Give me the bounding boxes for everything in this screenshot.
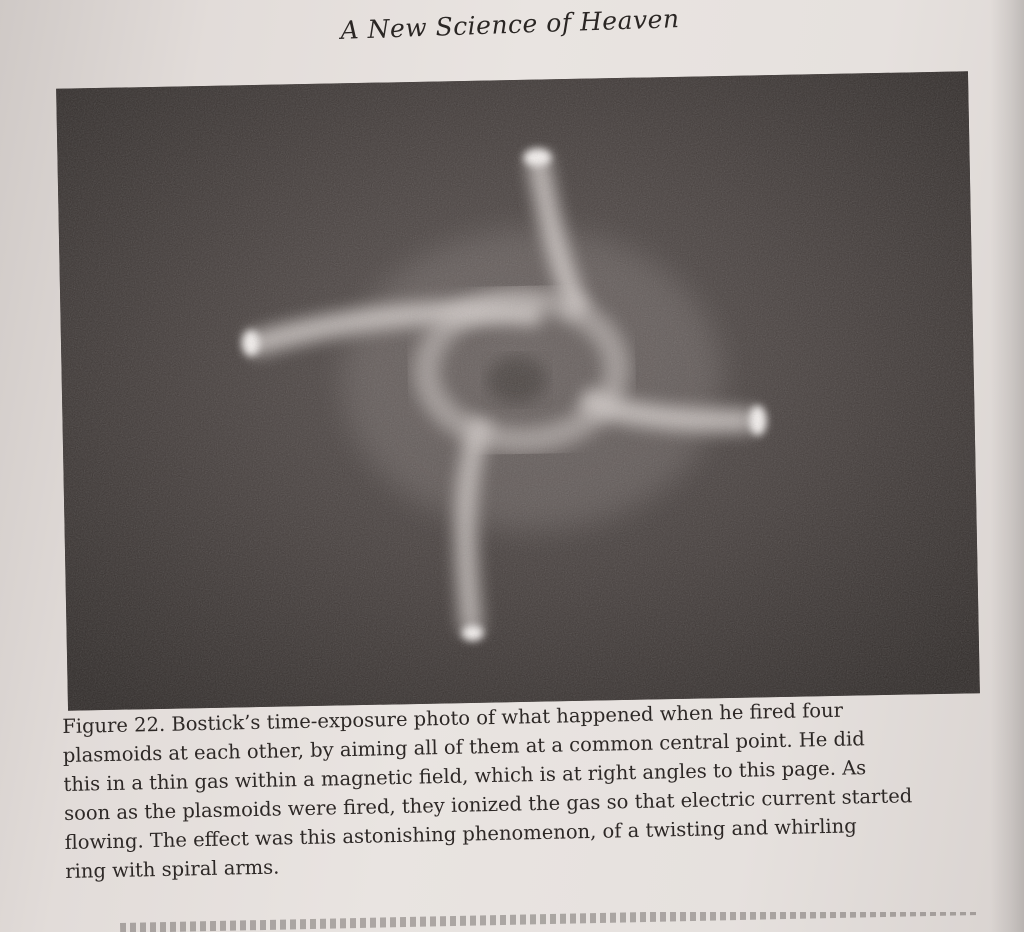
- figure-photo: [56, 71, 980, 710]
- caption-line: plasmoids at each other, by aiming all of them at a common central point. He did: [62, 727, 865, 767]
- running-head: A New Science of Heaven: [340, 4, 680, 45]
- figure-caption: [62, 693, 985, 886]
- film-grain: [56, 71, 980, 710]
- caption-line: ring with spiral arms.: [65, 855, 280, 883]
- plasmoid-spiral-photo: [56, 71, 980, 710]
- page-edge-shadow: [990, 0, 1024, 932]
- caption-line: soon as the plasmoids were fired, they ionized the gas so that electric current started: [63, 784, 913, 825]
- cut-off-text-line: [120, 912, 990, 932]
- caption-line: flowing. The effect was this astonishing phenomenon, of a twisting and whirling: [64, 814, 857, 854]
- caption-line: this in a thin gas within a magnetic field, which is at right angles to this page. As: [63, 756, 867, 796]
- caption-line: Figure 22. Bostick’s time-exposure photo of what happened when he fired four: [62, 698, 844, 738]
- cut-off-text-ink: [120, 912, 980, 932]
